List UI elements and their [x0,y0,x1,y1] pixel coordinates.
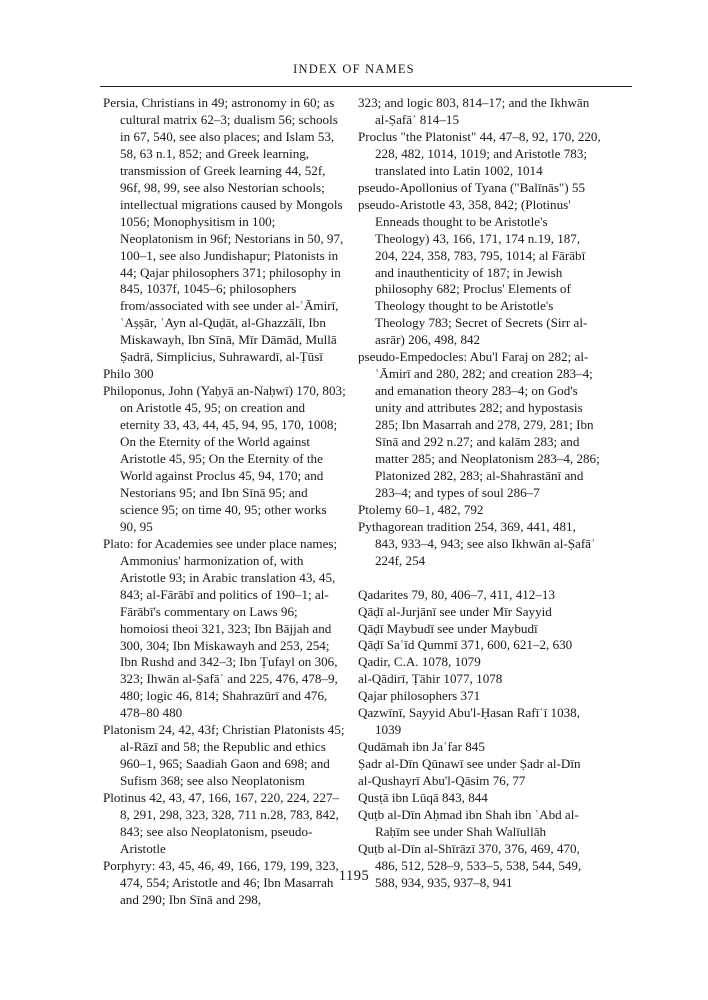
index-entry-ptolemy: Ptolemy 60–1, 482, 792 [358,501,484,517]
index-entry-persia: Persia, Christians in 49; astronomy in 60; as cultural matrix 62–3; dualism 56; schools in 67, 540, see also places; and Islam 53, 58, 63 n.1, 852; and Greek learning, transmission of Greek learning 44, 52f, 96f, 98, 99, see also Nestorian schools; intellectual migrations caused by Mongols 1056; Monophysitism in 100; Neoplatonism in 96f; Nestorians in 50, 97, 100–1, see also Jundishapur; Platonists in 44; Qajar philosophers 371; philosophy in 845, 1037f, 1045–6; philosophers from/associated with see under al-ʿĀmirī, ʿAṣṣār, ʿAyn al-Quḍāt, al-Ghazzālī, Ibn Miskawayh, Ibn Sīnā, Mīr Dāmād, Mullā Ṣadrā, Simplicius, Suhrawardī, al-Ṭūsī [103,95,344,365]
index-entry-qazwini: Qazwīnī, Sayyid Abu'l-Ḥasan Rafīʿī 1038, 1039 [358,705,581,738]
index-column-right [358,95,601,892]
index-entry-qadir: Qadir, C.A. 1078, 1079 [358,654,481,670]
index-column-left [103,95,346,909]
index-entry-qadi-al-jurjani: Qāḍī al-Jurjānī see under Mīr Sayyid [358,603,552,619]
index-entry-pseudo-aristotle: pseudo-Aristotle 43, 358, 842; (Plotinus' Enneads thought to be Aristotle's Theology) 43, 166, 171, 174 n.19, 187, 204, 224, 358, 783, 795, 1014; al Fārābī and inauthenticity of 187; in Jewish philosophy 682; Proclus' Elements of Theology thought to be Aristotle's Theology 783; Secret of Secrets (Sirr al-asrār) 206, 498, 842 [358,196,588,348]
index-entry-qadarites: Qadarites 79, 80, 406–7, 411, 412–13 [358,586,555,602]
page-number: 1195 [338,868,370,884]
index-entry-qutb-ahmad: Quṭb al-Dīn Aḥmad ibn Shah ibn ʿAbd al-Raḥīm see under Shah Walīullāh [358,807,579,839]
index-entry-pythagorean: Pythagorean tradition 254, 369, 441, 481, 843, 933–4, 943; see also Ikhwān al-Ṣafāʾ 224f, 254 [358,518,596,568]
index-entry-pseudo-apollonius: pseudo-Apollonius of Tyana ("Balīnās") 55 [358,179,585,195]
index-entry-qadi-said-qummi: Qāḍī Saʿīd Qummī 371, 600, 621–2, 630 [358,637,573,653]
index-entry-qudamah: Qudāmah ibn Jaʿfar 845 [358,739,485,755]
index-entry-qadi-maybudi: Qāḍī Maybudī see under Maybudī [358,620,538,636]
index-entry-platonism: Platonism 24, 42, 43f; Christian Platonists 45; al-Rāzī and 58; the Republic and ethics 960–1, 965; Saadiah Gaon and 698; and Sufism 368; see also Neoplatonism [103,722,345,789]
header-rule [100,86,632,87]
index-entry-qunawi: Ṣadr al-Dīn Qūnawī see under Ṣadr al-Dīn [358,756,581,772]
index-entry-philoponus: Philoponus, John (Yaḥyā an-Naḥwī) 170, 803; on Aristotle 45, 95; on creation and eternity 33, 43, 44, 45, 94, 95, 170, 1008; On the Eternity of the World against Aristotle 45, 95; On the Eternity of the World against Proclus 45, 94, 170; and Nestorians 95; and Ibn Sīnā 95; and science 95; on time 40, 95; other works 90, 95 [103,383,346,534]
index-entry-qajar: Qajar philosophers 371 [358,688,481,704]
index-entry-plotinus: Plotinus 42, 43, 47, 166, 167, 220, 224, 227–8, 291, 298, 323, 328, 711 n.28, 783, 842, 843; see also Neoplatonism, pseudo-Aristotle [103,790,340,856]
index-entry-pseudo-empedocles: pseudo-Empedocles: Abu'l Faraj on 282; al-ʿĀmirī and 280, 282; and creation 283–4; and emanation theory 283–4; on God's unity and attributes 282; and hypostasis 285; Ibn Masarrah and 278, 279, 281; Ibn Sīnā and 292 n.27; and kalām 283; and matter 285; and Neoplatonism 283–4, 286; Platonized 282, 283; al-Shahrastānī and 283–4; and types of soul 286–7 [358,349,600,500]
index-entry-proclus: Proclus "the Platonist" 44, 47–8, 92, 170, 220, 228, 482, 1014, 1019; and Aristotle 783; translated into Latin 1002, 1014 [358,128,601,178]
index-entry-al-qadiri: al-Qādirī, Ṭāhir 1077, 1078 [358,671,503,687]
index-entry-al-qushayri: al-Qushayrī Abu'l-Qāsim 76, 77 [358,773,526,789]
index-entry-qusta: Qusṭā ibn Lūqā 843, 844 [358,790,488,806]
index-entry-philo: Philo 300 [103,366,154,382]
index-entry-plato: Plato: for Academies see under place names; Ammonius' harmonization of, with Aristotle 93; in Arabic translation 43, 45, 843; al-Fārābī and politics of 190–1; al-Fārābī's commentary on Laws 96; homoiosi theoi 321, 323; Ibn Bājjah and 300, 304; Ibn Miskawayh and 253, 254; Ibn Rushd and 342–3; Ibn Ṭufayl on 306, 323; Ihwān al-Ṣafāʾ and 225, 476, 478–9, 480; logic 46, 814; Shahrazūrī and 476, 478–80 480 [103,535,338,721]
index-entry-porphyry: Porphyry: 43, 45, 46, 49, 166, 179, 199, 323, 474, 554; Aristotle and 46; Ibn Masarrah and 290; Ibn Sīnā and 298, [103,857,339,907]
running-header: INDEX OF NAMES [293,62,415,76]
index-entry-porphyry-cont: 323; and logic 803, 814–17; and the Ikhwān al-Ṣafāʾ 814–15 [358,95,590,127]
index-entry-qutb-shirazi: Quṭb al-Dīn al-Shīrāzī 370, 376, 469, 470, 486, 512, 528–9, 533–5, 538, 544, 549, 588, 934, 935, 937–8, 941 [358,840,582,890]
